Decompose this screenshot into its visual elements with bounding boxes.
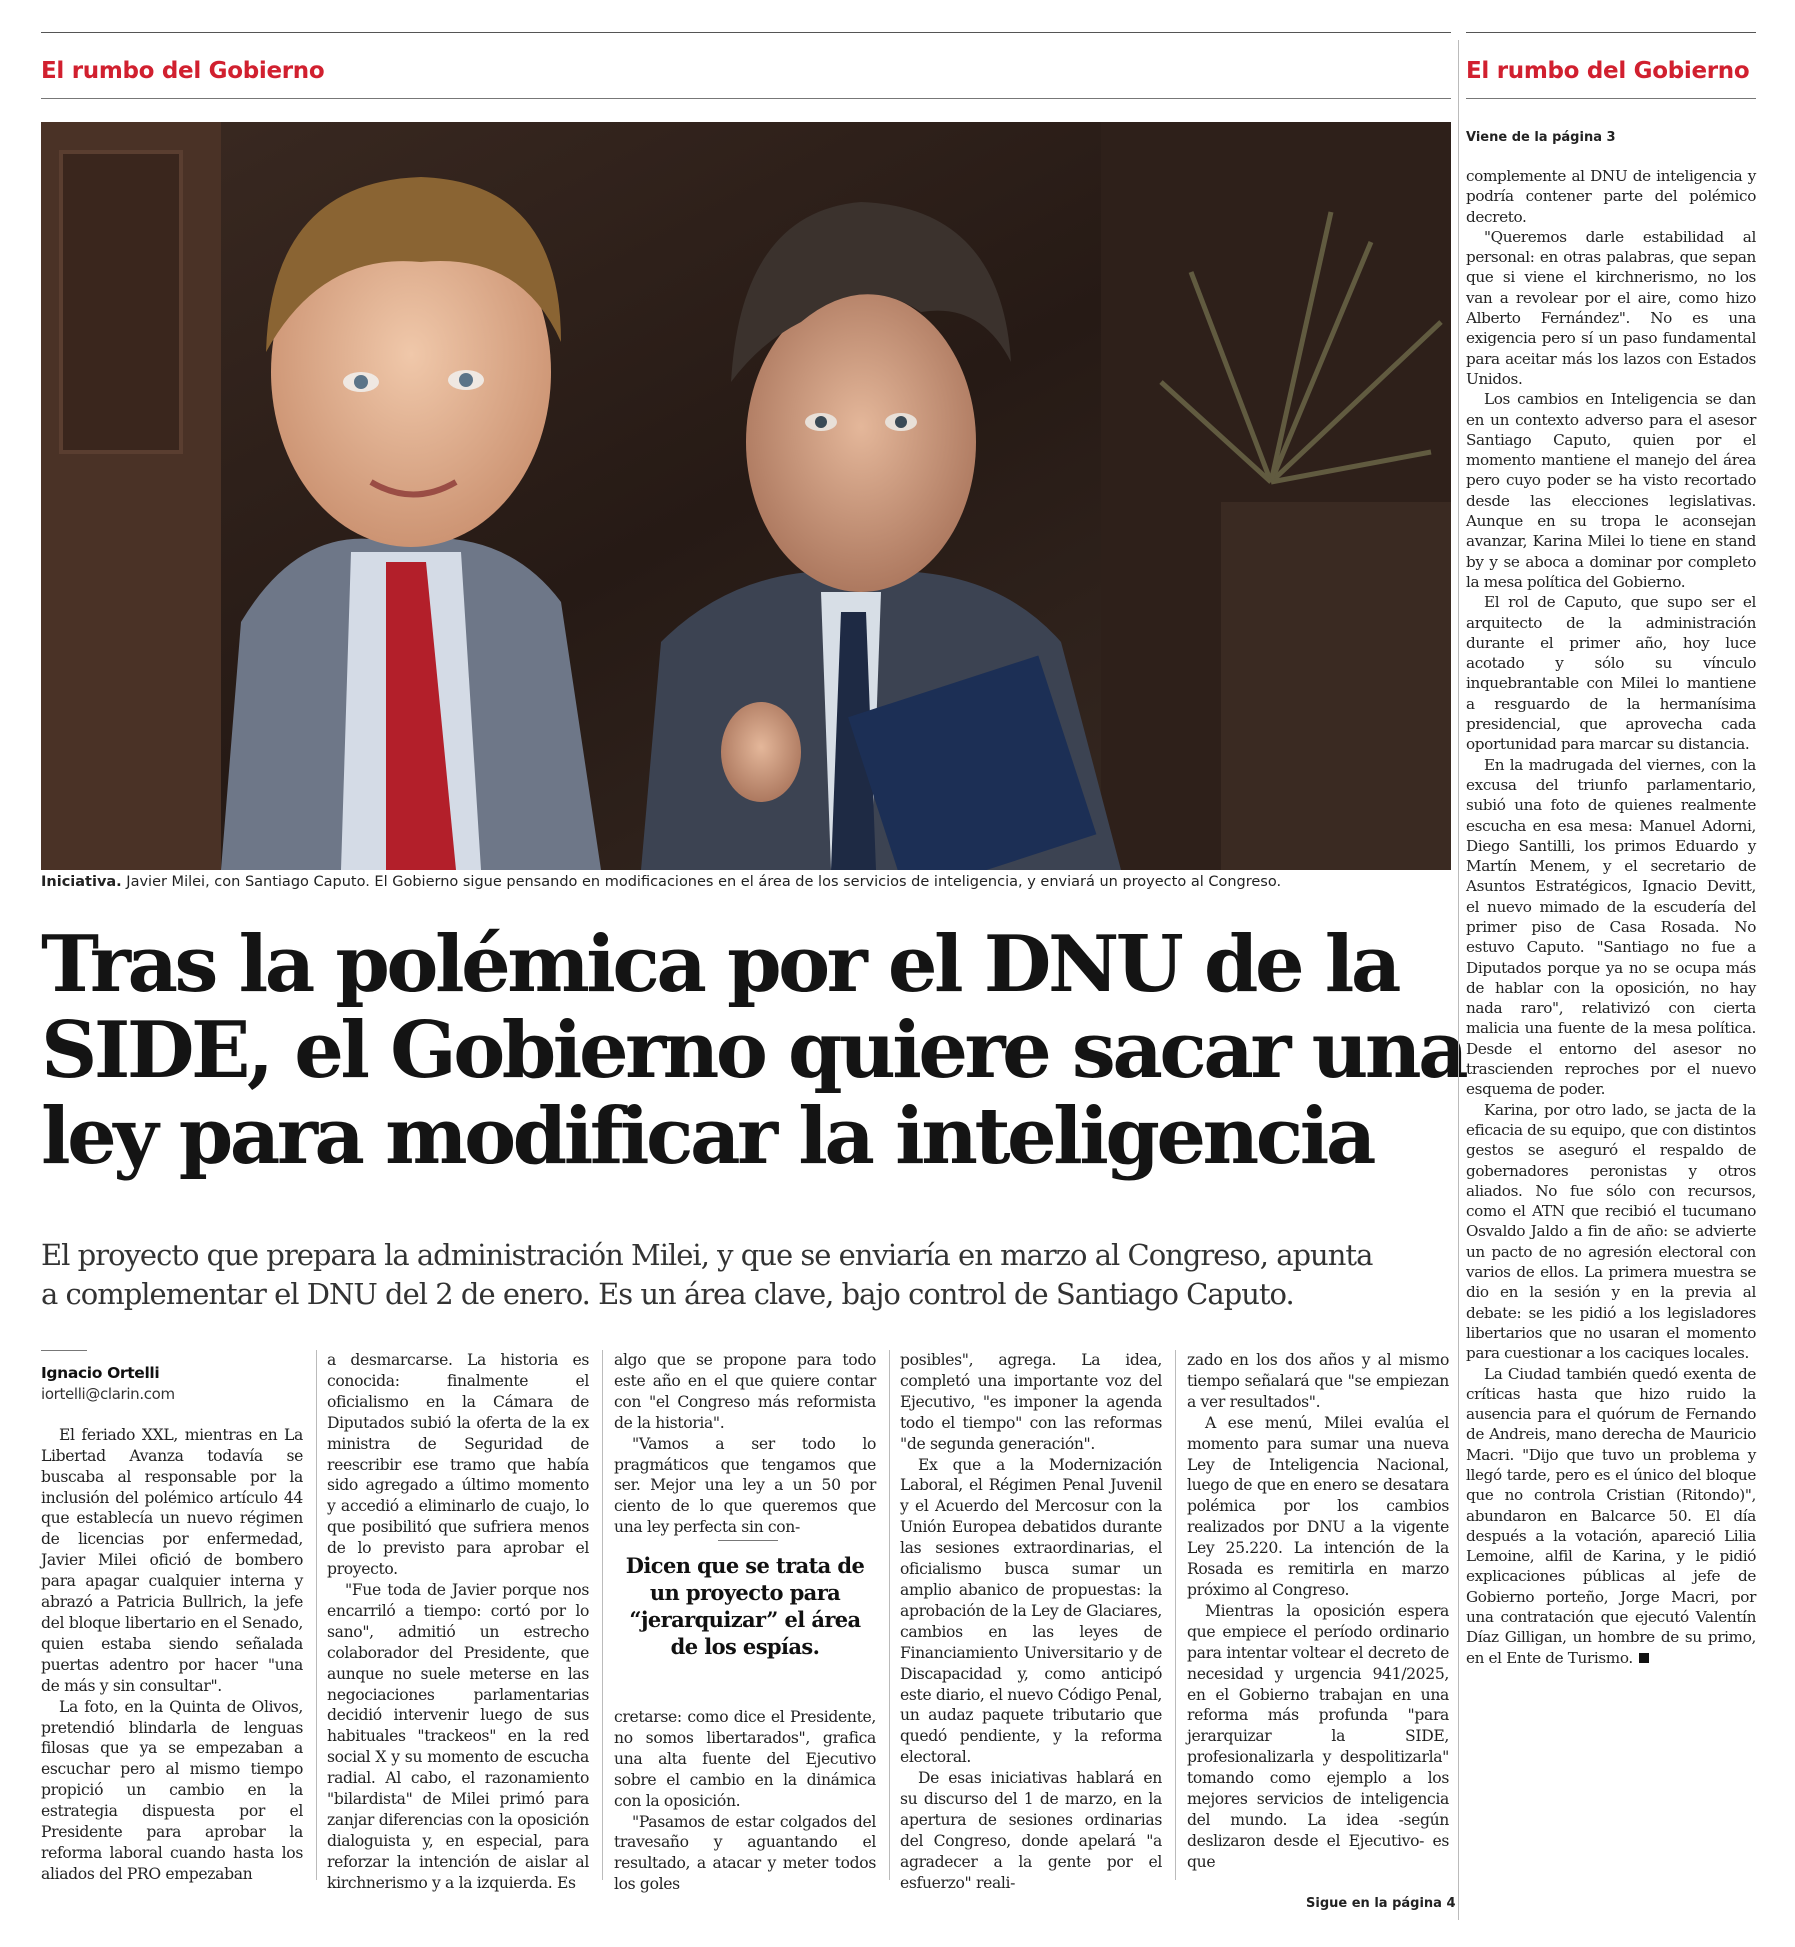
continues-from: Viene de la página 3 xyxy=(1466,130,1616,145)
column-2 xyxy=(327,1350,589,1894)
column-divider xyxy=(602,1350,603,1880)
author-email: iortelli@clarin.com xyxy=(41,1384,175,1403)
section-label: El rumbo del Gobierno xyxy=(41,58,325,84)
column-divider xyxy=(316,1350,317,1880)
paragraph: Ex que a la Modernización Laboral, el Régimen Penal Juvenil y el Acuerdo del Mercosur con la Unión Europea debatidos durante las sesiones extraordinarias, el oficialismo busca sumar un amplio abanico de propuestas: la aprobación de la Ley de Glaciares, cambios en las leyes de Financiamiento Universitario y de Discapacidad y, como anticipó este diario, el nuevo Código Penal, un audaz paquete tributario que quedó pendiente, y la reforma electoral. xyxy=(900,1455,1163,1767)
section-rule-left xyxy=(41,98,1451,99)
end-mark xyxy=(1639,1653,1649,1663)
author-name: Ignacio Ortelli xyxy=(41,1364,160,1382)
headline xyxy=(41,919,1466,1182)
caption-lead: Iniciativa. xyxy=(41,874,122,890)
paragraph: "Queremos darle estabilidad al personal: en otras palabras, que sepan que si viene el kirchnerismo, no los van a revolear por el aire, como hizo Alberto Fernández". No es una exigencia pero sí un paso fundamental para aceitar más los lazos con Estados Unidos. xyxy=(1466,227,1756,388)
section-label-right: El rumbo del Gobierno xyxy=(1466,58,1750,84)
headline-line-1: Tras la polémica por el DNU de la xyxy=(41,919,1398,1010)
paragraph: A ese menú, Milei evalúa el momento para sumar una nueva Ley de Inteligencia Nacional, luego de que en enero se desatara polémica por los cambios realizados por DNU a la vigente Ley 25.220. La intención de la Rosada es remitirla en marzo próximo al Congreso. xyxy=(1187,1413,1449,1599)
news-photo xyxy=(41,122,1451,870)
paragraph: "Vamos a ser todo lo pragmáticos que tengamos que ser. Mejor una ley a un 50 por ciento de lo que queremos que una ley perfecta sin con- xyxy=(614,1434,876,1537)
paragraph: En la madrugada del viernes, con la excusa del triunfo parlamentario, subió una foto de quienes realmente escucha en esa mesa: Manuel Adorni, Diego Santilli, los primos Eduardo y Martín Menem, y el secretario de Asuntos Estratégicos, Ignacio Devitt, el nuevo mimado de la escudería del primer piso de Casa Rosada. No estuvo Caputo. "Santiago no fue a Diputados porque ya no se ocupa más de hablar con la oposición, no hay nada raro", relativizó con cierta malicia una fuente de la mesa política. Desde el entorno del asesor no trascienden reproches por el nuevo esquema de poder. xyxy=(1466,755,1756,1099)
paragraph xyxy=(1466,1364,1756,1668)
column-divider xyxy=(1175,1350,1176,1880)
paragraph: cretarse: como dice el Presidente, no somos libertarados", grafica una alta fuente del Ejecutivo sobre el cambio en la dinámica con la oposición. xyxy=(614,1708,876,1810)
pull-quote: Dicen que se trata de un proyecto para “jerarquizar” el área de los espías. xyxy=(625,1553,865,1659)
column-5 xyxy=(1187,1350,1449,1873)
column-1 xyxy=(41,1350,303,1885)
deck-line-2: a complementar el DNU del 2 de enero. Es un área clave, bajo control de Santiago Caputo. xyxy=(41,1277,1294,1311)
continues-to: Sigue en la página 4 xyxy=(1306,1896,1456,1911)
paragraph: De esas iniciativas hablará en su discurso del 1 de marzo, en la apertura de sesiones ordinarias del Congreso, donde apelará "a agradecer a la gente por el esfuerzo" reali- xyxy=(900,1769,1162,1892)
column-divider xyxy=(889,1350,890,1880)
pullquote-rule xyxy=(718,1540,778,1541)
headline-line-2: SIDE, el Gobierno quiere sacar una xyxy=(41,1005,1466,1096)
paragraph: algo que se propone para todo este año en el que quiere contar con "el Congreso más reformista de la historia". xyxy=(614,1351,876,1432)
photo-caption xyxy=(41,874,1451,890)
column-6 xyxy=(1466,166,1756,1668)
paragraph: zado en los dos años y al mismo tiempo señalará que "se empiezan a ver resultados". xyxy=(1187,1351,1449,1411)
paragraph: Los cambios en Inteligencia se dan en un contexto adverso para el asesor Santiago Caputo, quien por el momento mantiene el manejo del área pero cuyo poder se ha visto recortado desde las elecciones legislativas. Aunque en su tropa le aconsejan avanzar, Karina Milei lo tiene en stand by y se aboca a dominar por completo la mesa política del Gobierno. xyxy=(1466,390,1756,591)
paragraph: "Pasamos de estar colgados del travesaño y aguantando el resultado, a atacar y meter todos los goles xyxy=(614,1812,876,1894)
right-column-divider xyxy=(1458,40,1459,1920)
column-3-bottom xyxy=(614,1707,876,1895)
column-4 xyxy=(900,1350,1162,1894)
headline-line-3: ley para modificar la inteligencia xyxy=(41,1091,1373,1182)
paragraph: Karina, por otro lado, se jacta de la eficacia de su equipo, que con distintos gestos se aseguró el respaldo de gobernadores peronistas y otros aliados. No fue sólo con recursos, como el ATN que recibió el tucumano Osvaldo Jaldo a fin de año: se advierte un pacto de no agresión electoral con varios de ellos. La primera muestra se dio en la sesión y en la previa al debate: se les pidió a los legisladores libertarios que no usaran el momento para cuestionar a los caciques locales. xyxy=(1466,1100,1756,1363)
paragraph: El feriado XXL, mientras en La Libertad Avanza todavía se buscaba al responsable por la inclusión del polémico artículo 44 que establecía un nuevo régimen de licencias por enfermedad, Javier Milei ofició de bombero para apagar cualquier interna y abrazó a Patricia Bullrich, la jefe del bloque libertario en el Senado, quien estaba siendo señalada puertas adentro por hacer "una de más y sin consultar". xyxy=(41,1425,303,1695)
top-rule-right xyxy=(1466,32,1756,33)
caption-text: Javier Milei, con Santiago Caputo. El Gobierno sigue pensando en modificaciones en el área de los servicios de inteligencia, y enviará un proyecto al Congreso. xyxy=(121,874,1282,890)
deck-line-1: El proyecto que prepara la administración Milei, y que se enviaría en marzo al Congreso, apunta xyxy=(41,1238,1373,1272)
byline-rule xyxy=(41,1350,87,1351)
top-rule-left xyxy=(41,32,1451,33)
paragraph: El rol de Caputo, que supo ser el arquitecto de la administración durante el primer año, hoy luce acotado y sólo su vínculo inquebrantable con Milei lo mantiene a resguardo de la hermanísima presidencial, que aprovecha cada oportunidad para marcar su distancia. xyxy=(1466,593,1756,754)
paragraph: a desmarcarse. La historia es conocida: finalmente el oficialismo en la Cámara de Diputados subió la oferta de la ex ministra de Seguridad de reescribir ese tramo que había sido agregado a último momento y accedió a eliminarlo de cuajo, lo que posibilitó que sufriera menos de lo previsto para aprobar el proyecto. xyxy=(327,1351,589,1579)
section-rule-right xyxy=(1466,98,1756,99)
paragraph: "Fue toda de Javier porque nos encarriló a tiempo: cortó por lo sano", admitió un estrecho colaborador del Presidente, que aunque no suele meterse en las negociaciones parlamentarias decidió intervenir luego de sus habituales "trackeos" en la red social X y su momento de escucha radial. Al cabo, el razonamiento "bilardista" de Milei primó para zanjar diferencias con la oposición dialoguista y, en especial, para reforzar la intención de aislar al kirchnerismo y a la izquierda. Es xyxy=(327,1580,589,1892)
paragraph: posibles", agrega. La idea, completó una importante voz del Ejecutivo, "es imponer la agenda todo el tiempo" con las reformas "de segunda generación". xyxy=(900,1351,1162,1453)
photo-illustration xyxy=(41,122,1451,870)
column-3-top xyxy=(614,1350,876,1538)
deck xyxy=(41,1236,1461,1314)
paragraph: complemente al DNU de inteligencia y podría contener parte del polémico decreto. xyxy=(1466,167,1756,226)
paragraph: Mientras la oposición espera que empiece el período ordinario para intentar voltear el decreto de necesidad y urgencia 941/2025, en el Gobierno trabajan en una reforma más profunda "para jerarquizar la SIDE, profesionalizarla y despolitizarla" tomando como ejemplo a los mejores servicios de inteligencia del mundo. La idea -según deslizaron desde el Ejecutivo- es que xyxy=(1187,1601,1449,1871)
paragraph-text: La Ciudad también quedó exenta de críticas hasta que hizo ruido la ausencia para el quórum de Fernando de Andreis, mano derecha de Mauricio Macri. "Dijo que tuvo un problema y llegó tarde, pero es el único del bloque que no controla Cristian (Ritondo)", abundaron en Balcarce 50. El día después a la votación, apareció Lilia Lemoine, alfil de Karina, y le pidió explicaciones públicas al jefe de Gobierno porteño, Jorge Macri, por una contratación que ejecutó Valentín Díaz Gilligan, un hombre de su primo, en el Ente de Turismo. xyxy=(1466,1364,1756,1667)
paragraph: La foto, en la Quinta de Olivos, pretendió blindarla de lenguas filosas que ya se empezaban a escuchar pero al mismo tiempo propició un cambio en la estrategia dispuesta por el Presidente para aprobar la reforma laboral cuando hasta los aliados del PRO empezaban xyxy=(41,1697,303,1883)
